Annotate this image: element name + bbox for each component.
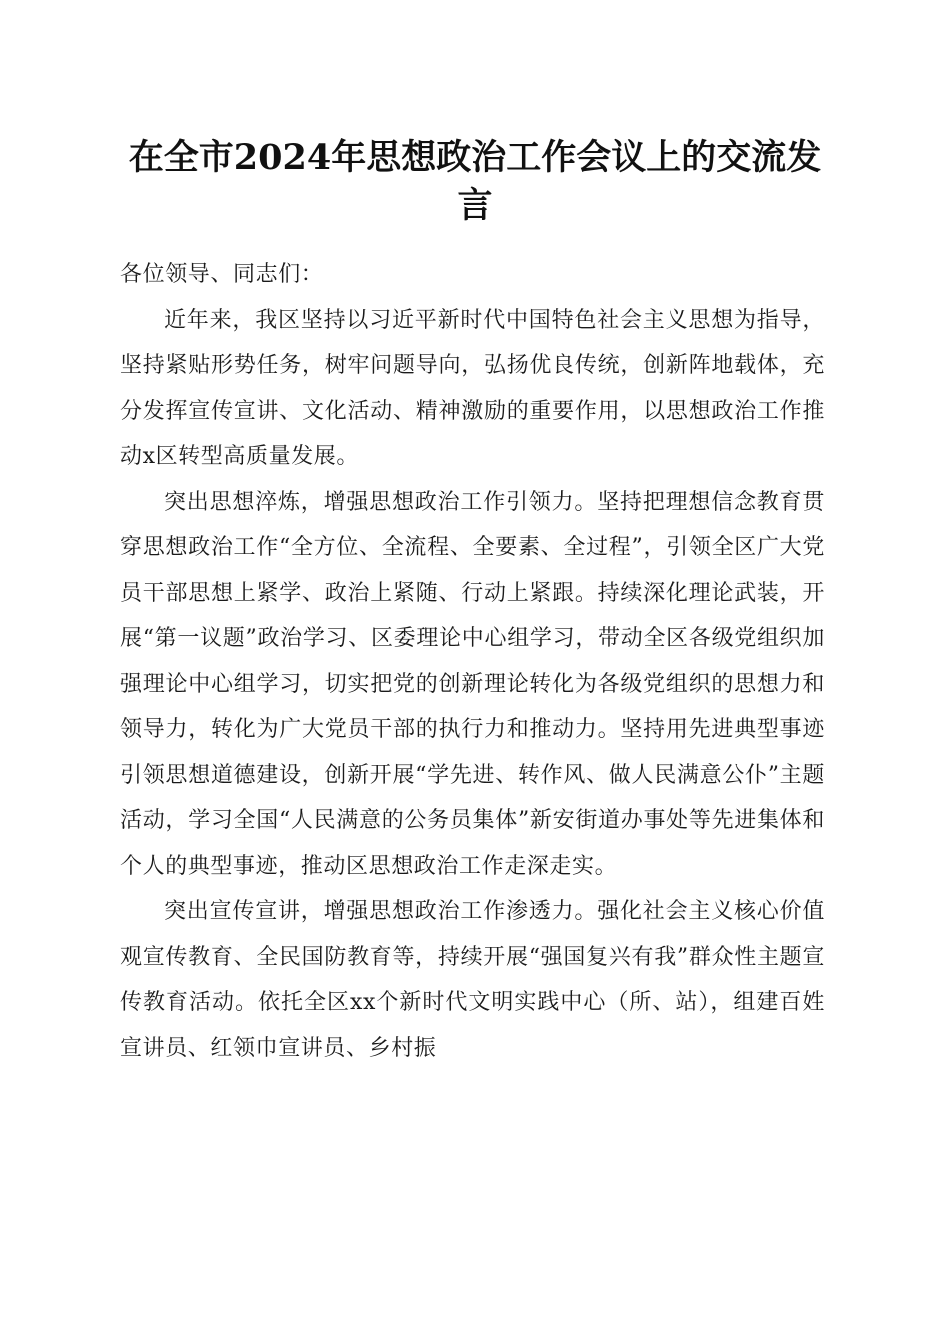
document-body bbox=[120, 252, 825, 1071]
paragraph-thought-refinement: 突出思想淬炼，增强思想政治工作引领力。坚持把理想信念教育贯穿思想政治工作“全方位、全流程、全要素、全过程”，引领全区广大党员干部思想上紧学、政治上紧随、行动上紧跟。持续深化理论武装，开展“第一议题”政治学习、区委理论中心组学习，带动全区各级党组织加强理论中心组学习，切实把党的创新理论转化为各级党组织的思想力和领导力，转化为广大党员干部的执行力和推动力。坚持用先进典型事迹引领思想道德建设，创新开展“学先进、转作风、做人民满意公仆”主题活动，学习全国“人民满意的公务员集体”新安街道办事处等先进集体和个人的典型事迹，推动区思想政治工作走深走实。 bbox=[120, 489, 825, 879]
salutation: 各位领导、同志们： bbox=[120, 262, 324, 287]
paragraph-intro: 近年来，我区坚持以习近平新时代中国特色社会主义思想为指导，坚持紧贴形势任务，树牢问题导向，弘扬优良传统，创新阵地载体，充分发挥宣传宣讲、文化活动、精神激励的重要作用，以思想政治工作推动x区转型高质量发展。 bbox=[120, 307, 825, 469]
paragraph-publicity: 突出宣传宣讲，增强思想政治工作渗透力。强化社会主义核心价值观宣传教育、全民国防教育等，持续开展“强国复兴有我”群众性主题宣传教育活动。依托全区xx个新时代文明实践中心（所、站），组建百姓宣讲员、红领巾宣讲员、乡村振 bbox=[120, 899, 825, 1061]
document-title: 在全市2024年思想政治工作会议上的交流发言 bbox=[128, 137, 822, 226]
